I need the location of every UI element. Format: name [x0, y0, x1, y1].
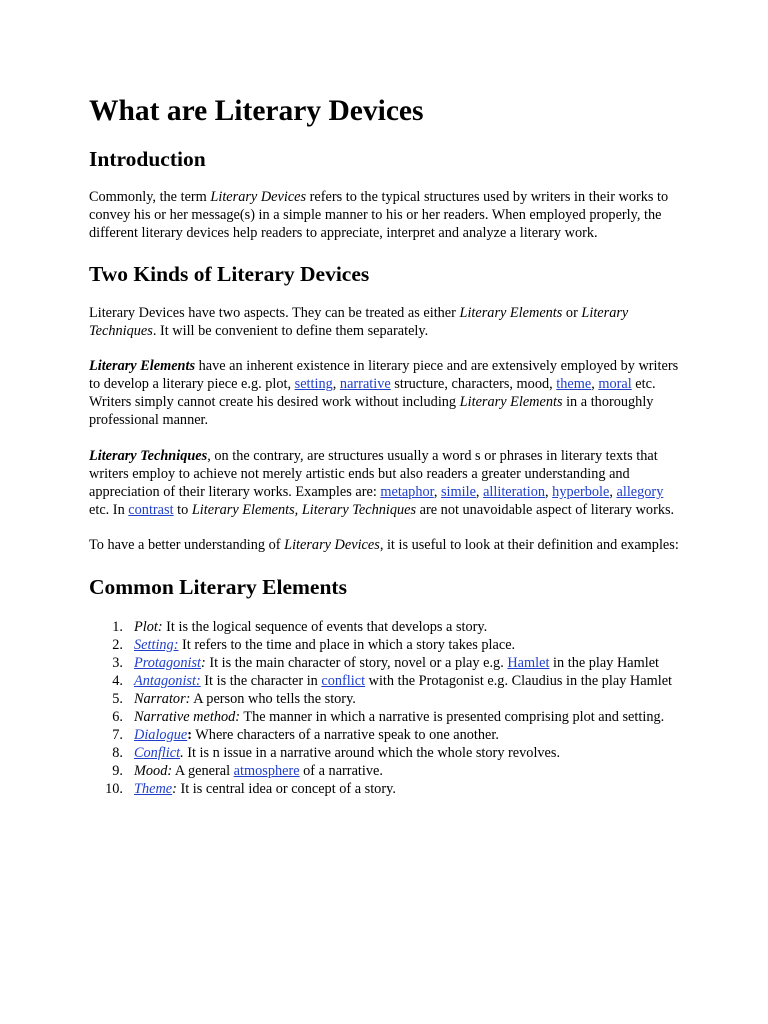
introduction-paragraph: Commonly, the term Literary Devices refers to the typical structures used by writers in their works to convey his or her message(s) in a simple manner to his or her readers. When employed properly, the different literary devices help readers to appreciate, interpret and analyze a literary work.	[89, 189, 669, 241]
document-body	[89, 93, 679, 798]
link-alliteration[interactable]: alliteration	[483, 484, 546, 500]
link-hamlet[interactable]: Hamlet	[507, 655, 550, 671]
link-simile[interactable]: simile	[440, 484, 476, 500]
link-narrative[interactable]: narrative	[339, 376, 391, 392]
list-item-protagonist: 3. Protagonist: It is the main character of story, novel or a play e.g. Hamlet in the play Hamlet	[112, 655, 660, 671]
better-understanding-paragraph: To have a better understanding of Literary Devices, it is useful to look at their definition and examples:	[89, 537, 679, 553]
link-theme-term[interactable]: Theme	[134, 781, 173, 797]
list-item-conflict: 8. Conflict. It is n issue in a narrative around which the whole story revolves.	[112, 745, 561, 761]
list-item-mood: 9. Mood: A general atmosphere of a narrative.	[112, 763, 383, 779]
common-elements-heading: Common Literary Elements	[89, 575, 347, 599]
link-conflict[interactable]: conflict	[321, 673, 366, 689]
page-title: What are Literary Devices	[89, 95, 424, 127]
list-item-setting: 2. Setting: It refers to the time and place in which a story takes place.	[112, 637, 516, 653]
link-contrast[interactable]: contrast	[128, 502, 174, 518]
list-item-antagonist: 4. Antagonist: It is the character in conflict with the Protagonist e.g. Claudius in the play Hamlet	[112, 673, 673, 689]
link-metaphor[interactable]: metaphor	[380, 484, 434, 500]
literary-techniques-paragraph: Literary Techniques, on the contrary, are structures usually a word s or phrases in literary texts that writers employ to achieve not merely artistic ends but also readers a greater understanding and appreciation of their literary works. Examples are: metaphor, simile, alliteration, hyperbole, allegory etc. In contrast to Literary Elements, Literary Techniques are not unavoidable aspect of literary works.	[89, 448, 675, 518]
list-item-plot: 1. Plot: It is the logical sequence of events that develops a story.	[112, 619, 488, 635]
literary-elements-paragraph: Literary Elements have an inherent existence in literary piece and are extensively employed by writers to develop a literary piece e.g. plot, setting, narrative structure, characters, mood, theme, moral etc. Writers simply cannot create his desired work without including Literary Elements in a thoroughly professional manner.	[89, 358, 679, 428]
link-dialogue-term[interactable]: Dialogue	[134, 727, 188, 743]
link-conflict-term[interactable]: Conflict	[134, 745, 181, 761]
link-protagonist-term[interactable]: Protagonist	[134, 655, 201, 671]
link-moral[interactable]: moral	[598, 376, 632, 392]
link-setting-term[interactable]: Setting:	[134, 637, 179, 653]
link-antagonist-term[interactable]: Antagonist:	[134, 673, 201, 689]
link-allegory[interactable]: allegory	[616, 484, 664, 500]
list-item-narrator: 5. Narrator: A person who tells the story.	[112, 691, 356, 707]
link-theme[interactable]: theme	[556, 376, 592, 392]
list-item-narrative-method: 6. Narrative method: The manner in which a narrative is presented comprising plot and setting.	[112, 709, 665, 725]
introduction-heading: Introduction	[89, 147, 206, 171]
list-item-dialogue: 7. Dialogue: Where characters of a narrative speak to one another.	[112, 727, 499, 743]
two-kinds-heading: Two Kinds of Literary Devices	[89, 262, 370, 286]
link-hyperbole[interactable]: hyperbole	[552, 484, 610, 500]
link-setting[interactable]: setting	[294, 376, 333, 392]
link-atmosphere[interactable]: atmosphere	[233, 763, 300, 779]
aspects-paragraph: Literary Devices have two aspects. They can be treated as either Literary Elements or Literary Techniques. It will be convenient to define them separately.	[89, 305, 629, 339]
list-item-theme: 10. Theme: It is central idea or concept of a story.	[105, 781, 396, 797]
common-elements-list	[89, 618, 679, 798]
